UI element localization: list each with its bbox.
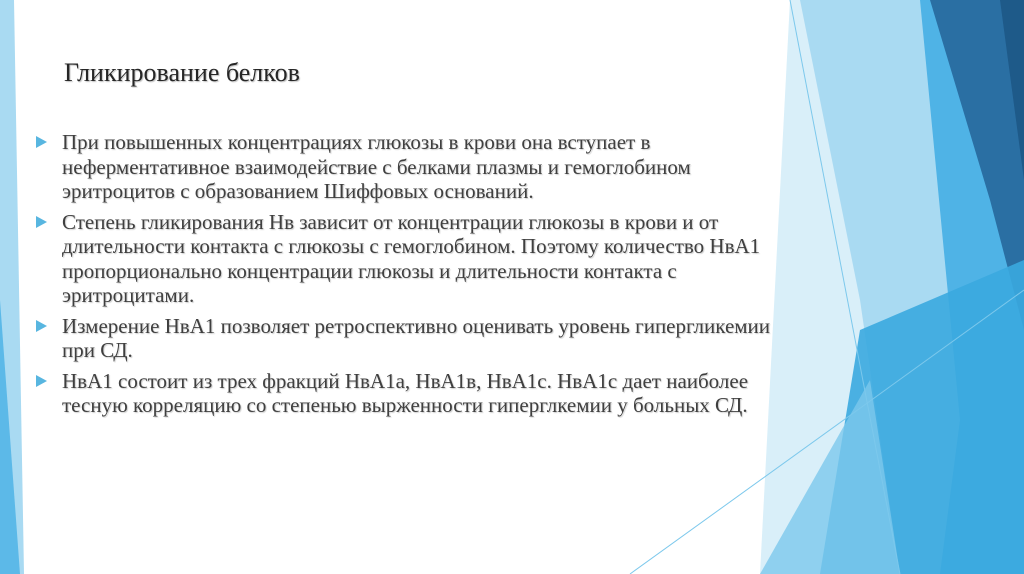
bullet-item xyxy=(36,210,776,308)
bullet-text: При повышенных концентрациях глюкозы в крови она вступает в неферментативное взаимодействие с белками плазмы и гемоглобином эритроцитов с образованием Шиффовых оснований. xyxy=(62,130,691,203)
bullet-text: Степень гликирования Нв зависит от концентрации глюкозы в крови и от длительности контакта с глюкозы с гемоглобином. Поэтому количество НвА1 пропорционально концентрации глюкозы и длительности контакта с эритроцитами. xyxy=(62,209,761,307)
bullet-text: НвА1 состоит из трех фракций НвА1а, НвА1в, НвА1с. НвА1с дает наиболее тесную корреляцию со степенью вырженности гиперглкемии у больных СД. xyxy=(62,368,749,417)
triangle-bullet-icon xyxy=(36,375,47,387)
slide-title: Гликирование белков xyxy=(64,58,300,87)
triangle-bullet-icon xyxy=(36,320,47,332)
triangle-bullet-icon xyxy=(36,136,47,148)
bullet-text: Измерение НвА1 позволяет ретроспективно оценивать уровень гипергликемии при СД. xyxy=(62,313,771,362)
bullet-list xyxy=(36,130,776,424)
bullet-item xyxy=(36,130,776,204)
triangle-bullet-icon xyxy=(36,216,47,228)
bullet-item xyxy=(36,369,776,418)
bullet-item xyxy=(36,314,776,363)
